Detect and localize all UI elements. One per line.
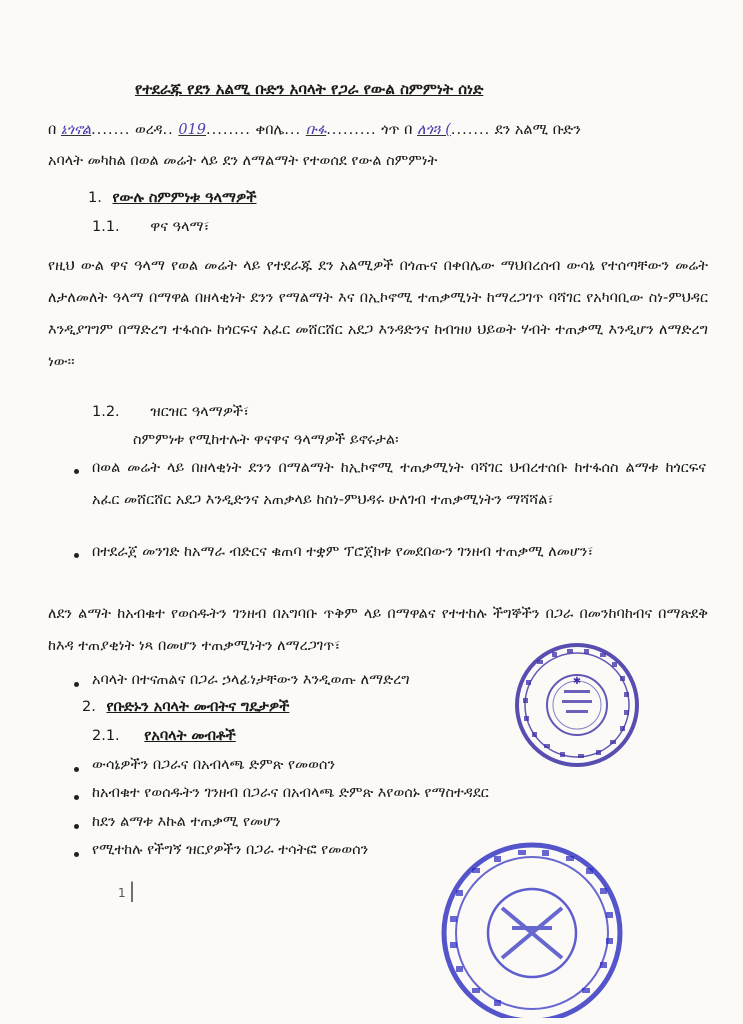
right-bullet-1: ውሳኔዎችን በጋራና በአብላጫ ድምጽ የመወሰን <box>92 757 336 773</box>
objective-bullet-3: አባላት በተናጠልና በጋራ ኃላፊነታቸውን እንዲወጡ ለማድረግ <box>92 672 410 688</box>
handwritten-district: ኔጎኖል <box>60 122 92 138</box>
page-mark-number: 1 <box>118 886 126 900</box>
intro-line-1: በ ኔጎኖል....... ወረዳ.. 019........ ቀበሌ... ቡፋ......... ጎጥ በ ለጎጓ (....... ደን አልሚ ቡድን <box>48 122 581 138</box>
intro-text-5: ደን አልሚ ቡድን <box>494 122 581 138</box>
section-1-2-label: ዝርዝር ዓላማዎች፣ <box>150 404 250 420</box>
page-mark: 1 | <box>118 878 136 902</box>
right-bullet-2: ከአብቁተ የወሰዱትን ገንዘብ በጋራና በአብላጫ ድምጽ እየወሰኑ የማስተዳደር <box>92 785 489 801</box>
section-2-title: የቡድኑን አባላት መብትና ግዴታዎች <box>106 699 290 715</box>
intro-text-4: ጎጥ በ <box>381 122 413 138</box>
section-1-1-number: 1.1. <box>92 219 120 235</box>
section-1-1-label: ዋና ዓላማ፣ <box>150 219 210 235</box>
objective-bullet-2: በተደራጀ መንገድ ከአማራ ብድርና ቁጠባ ተቋም ፕሮጀክቱ የመደበውን ገንዘብ ተጠቃሚ ለመሆን፣ <box>92 544 594 560</box>
intro-text-2: ወረዳ <box>135 122 163 138</box>
section-1-2-intro: ስምምነቱ የሚከተሉት ዋናዋና ዓላማዎች ይኖሩታል፡ <box>133 432 399 448</box>
intro-line-2: አባላት መካከል በወል መሬት ላይ ደን ለማልማት የተወሰደ የውል ስምምነት <box>48 153 438 169</box>
bullet-marker <box>74 553 79 558</box>
official-seal-stamp <box>512 640 642 770</box>
section-1-1-heading <box>92 219 209 235</box>
handwritten-kebele: ቡፋ <box>305 122 327 138</box>
bullet-marker <box>74 852 79 857</box>
intro-text-3: ቀበሌ <box>255 122 285 138</box>
bullet-marker <box>74 824 79 829</box>
intro-text-1: በ <box>48 122 57 138</box>
section-2-1-number: 2.1. <box>92 728 120 744</box>
right-bullet-4: የሚተከሉ የችግኝ ዝርያዎችን በጋራ ተሳትፎ የመወሰን <box>92 842 369 858</box>
section-1-title: የውሉ ስምምነቱ ዓላማዎች <box>112 190 257 206</box>
svg-text:✱: ✱ <box>572 676 582 687</box>
bullet-marker <box>74 469 79 474</box>
section-2-heading <box>82 699 289 715</box>
right-bullet-3: ከደን ልማቱ እኩል ተጠቃሚ የመሆን <box>92 814 281 830</box>
bullet-marker <box>74 682 79 687</box>
handwritten-woreda: 019 <box>178 122 207 138</box>
document-title: የተደራጁ የደን አልሚ ቡድን አባላት የጋራ የውል ስምምነት ሰነድ <box>135 80 484 98</box>
handwritten-got: ለጎጓ ( <box>417 122 451 138</box>
objective-bullet-1: በወል መሬት ላይ በዘላቂነት ደንን በማልማት ከኢኮኖሚ ተጠቃሚነት ባሻገር ህብረተሰቡ ከተፋሰስ ልማቱ ከጎርፍና አፈር መሸርሸር አደጋ እንዲድንና አጠቃላይ ከስነ-ምህዳሩ ሁለገብ ተጠቃሚነትን ማሻሻል፣ <box>92 460 706 508</box>
section-1-2-number: 1.2. <box>92 404 120 420</box>
bullet-marker <box>74 795 79 800</box>
section-2-number: 2. <box>82 699 96 715</box>
section-1-2-heading <box>92 404 249 420</box>
section-2-1-heading <box>92 728 236 744</box>
main-purpose-paragraph: የዚህ ውል ዋና ዓላማ የወል መሬት ላይ የተደራጁ ደን አልሚዎች በጎጡና በቀበሌው ማህበረሰብ ውሳኔ የተሰጣቸውን መሬት ለታለመለት ዓላማ በማዋል በዘላቂነት ደንን የማልማት እና በኢኮኖሚ ተጠቃሚነት ከማረጋገጥ ባሻገር የአካባቢው ስነ-ምህዳር እንዲያገግም በማድረግ ተፋሰሱ ከጎርፍና አፈር መሸርሸር አደጋ እንዳድንና ከብዝሀ ህይወት ሃብት ተጠቃሚ እንዲሆን ለማድረግ ነው፡፡ <box>48 258 708 370</box>
section-1-number: 1. <box>88 190 102 206</box>
section-1-heading <box>88 190 257 206</box>
bullet-marker <box>74 767 79 772</box>
repayment-paragraph: ለደን ልማት ከአብቁተ የወሰዱትን ገንዘብ በአግባቡ ጥቅም ላይ በማዋልና የተተከሉ ችግኞችን በጋራ በመንከባከብና በማጽደቅ ከእዳ ተጠያቂነት ነጻ በመሆን ተጠቃሚነትን ለማረጋገጥ፣ <box>48 606 708 654</box>
official-seal-stamp-2 <box>432 838 632 1018</box>
section-2-1-label: የአባላት መብቶች <box>144 728 236 744</box>
